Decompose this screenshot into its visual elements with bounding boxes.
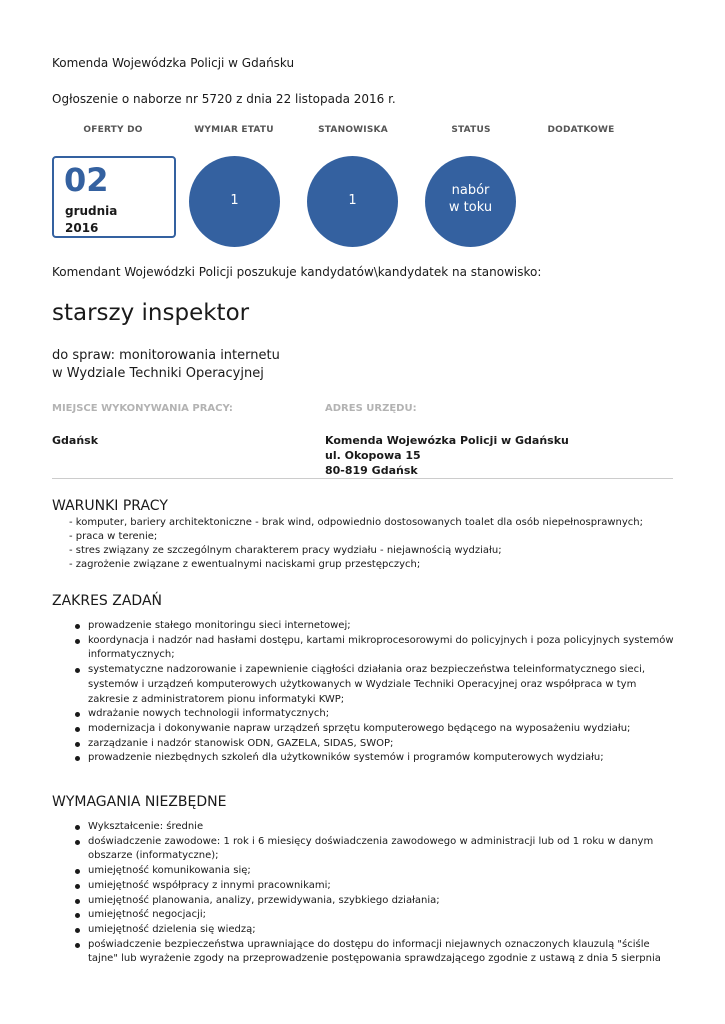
bullet-icon [75,668,80,673]
warunki-item: - komputer, bariery architektoniczne - brak wind, odpowiednio dostosowanych toalet dla osób niepełnosprawnych; [69,517,643,528]
stanowiska-circle [307,156,398,247]
column-header-oferty-do: OFERTY DO [83,125,143,135]
status-circle [425,156,516,247]
status-line1: nabór [451,183,490,198]
column-header-status: STATUS [451,125,491,135]
stanowiska-value: 1 [348,193,357,208]
workplace-value: Gdańsk [52,434,99,447]
workplace-label: MIEJSCE WYKONYWANIA PRACY: [52,403,233,414]
section-divider [52,478,673,479]
zakres-list [88,619,678,766]
notice-title: Ogłoszenie o naborze nr 5720 z dnia 22 listopada 2016 r. [52,92,396,106]
warunki-title: WARUNKI PRACY [52,498,168,514]
wymagania-title: WYMAGANIA NIEZBĘDNE [52,794,227,810]
zakres-item: wdrażanie nowych technologii informatycznych; [88,707,678,722]
bullet-icon [75,712,80,717]
wymagania-item: umiejętność komunikowania się; [88,864,678,879]
deadline-date-box [52,156,176,238]
deadline-month: grudnia [65,204,118,218]
bullet-icon [75,884,80,889]
zakres-item: prowadzenie stałego monitoringu sieci internetowej; [88,619,678,634]
bullet-icon [75,943,80,948]
wymagania-list [88,820,678,967]
column-header-wymiar-etatu: WYMIAR ETATU [194,125,274,135]
warunki-item: - praca w terenie; [69,531,158,542]
bullet-icon [75,639,80,644]
deadline-day: 02 [64,161,109,199]
wymagania-item: umiejętność negocjacji; [88,908,678,923]
etat-circle [189,156,280,247]
address-line2: ul. Okopowa 15 [325,449,421,462]
zakres-item: systematyczne nadzorowanie i zapewnienie ciągłości działania oraz bezpieczeństwa teleinformatycznego sieci, systemów i urządzeń komputerowych użytkowanych w Wydziale Techniki Operacyjnej oraz współpraca w tym zakresie z administratorem pionu informatyki KWP; [88,663,678,707]
warunki-item: - zagrożenie związane z ewentualnymi naciskami grup przestępczych; [69,559,421,570]
wymagania-item: poświadczenie bezpieczeństwa uprawniające do dostępu do informacji niejawnych oznaczonych klauzulą "ściśle tajne" lub wyrażenie zgody na przeprowadzenie postępowania sprawdzającego zgodnie z ustawą z dnia 5 sierpnia [88,938,678,967]
etat-value: 1 [230,193,239,208]
bullet-icon [75,913,80,918]
deadline-year: 2016 [65,221,99,235]
bullet-icon [75,756,80,761]
wymagania-item: doświadczenie zawodowe: 1 rok i 6 miesięcy doświadczenia zawodowego w administracji lub od 1 roku w danym obszarze (informatyczne); [88,835,678,864]
zakres-item: koordynacja i nadzór nad hasłami dostępu, kartami mikroprocesorowymi do policyjnych i poza policyjnych systemów informatycznych; [88,634,678,663]
intro-text: Komendant Wojewódzki Policji poszukuje kandydatów\kandydatek na stanowisko: [52,265,542,279]
column-header-dodatkowe: DODATKOWE [547,125,615,135]
status-line2: w toku [448,200,493,215]
position-dept-line1: do spraw: monitorowania internetu [52,348,280,363]
address-label: ADRES URZĘDU: [325,403,417,414]
address-line3: 80-819 Gdańsk [325,464,418,477]
wymagania-item: umiejętność dzielenia się wiedzą; [88,923,678,938]
organization-name: Komenda Wojewódzka Policji w Gdańsku [52,56,295,70]
zakres-item: prowadzenie niezbędnych szkoleń dla użytkowników systemów i programów komputerowych wydziału; [88,751,678,766]
bullet-icon [75,624,80,629]
wymagania-item: umiejętność planowania, analizy, przewidywania, szybkiego działania; [88,894,678,909]
zakres-item: modernizacja i dokonywanie napraw urządzeń sprzętu komputerowego będącego na wyposażeniu wydziału; [88,722,678,737]
bullet-icon [75,869,80,874]
column-header-stanowiska: STANOWISKA [318,125,388,135]
position-title: starszy inspektor [52,300,250,326]
bullet-icon [75,840,80,845]
zakres-title: ZAKRES ZADAŃ [52,593,163,609]
bullet-icon [75,899,80,904]
warunki-item: - stres związany ze szczególnym charakterem pracy wydziału - niejawnością wydziału; [69,545,502,556]
bullet-icon [75,928,80,933]
address-line1: Komenda Wojewózka Policji w Gdańsku [325,434,569,447]
wymagania-item: umiejętność współpracy z innymi pracownikami; [88,879,678,894]
bullet-icon [75,727,80,732]
zakres-item: zarządzanie i nadzór stanowisk ODN, GAZELA, SIDAS, SWOP; [88,737,678,752]
position-dept-line2: w Wydziale Techniki Operacyjnej [52,366,264,381]
bullet-icon [75,742,80,747]
wymagania-item: Wykształcenie: średnie [88,820,678,835]
bullet-icon [75,825,80,830]
